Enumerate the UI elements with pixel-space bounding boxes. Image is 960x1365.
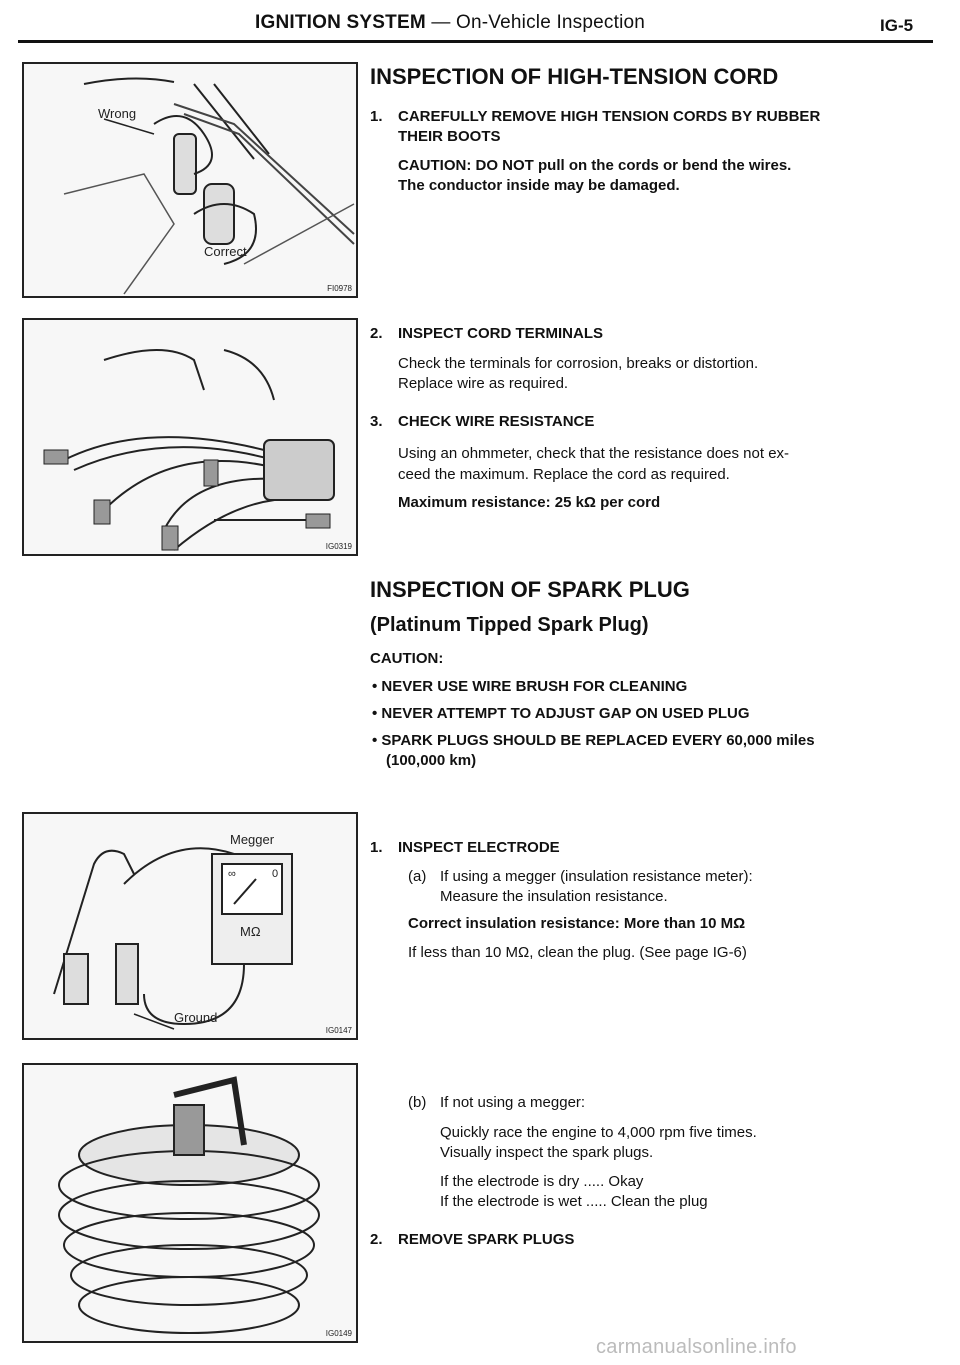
- caution-text: CAUTION: DO NOT pull on the cords or bend the wires.: [398, 157, 792, 174]
- header-subtitle: — On-Vehicle Inspection: [431, 12, 646, 33]
- substep-mark: (a): [408, 868, 427, 885]
- caution-bullet-cont: (100,000 km): [386, 752, 477, 769]
- figure-id: IG0149: [325, 1329, 352, 1338]
- page-header-title: [255, 12, 645, 34]
- step-title-cont: THEIR BOOTS: [398, 128, 501, 145]
- substep-mark: (b): [408, 1094, 427, 1111]
- figure-spark-plug-drawing: [24, 1065, 358, 1343]
- label-wrong: Wrong: [98, 106, 137, 121]
- step-title: CHECK WIRE RESISTANCE: [398, 413, 595, 430]
- caution-bullet: • NEVER USE WIRE BRUSH FOR CLEANING: [372, 678, 688, 695]
- figure-spark-plug: [22, 1063, 358, 1343]
- section-title-cord: INSPECTION OF HIGH-TENSION CORD: [370, 64, 779, 89]
- label-mohm: MΩ: [240, 924, 261, 939]
- step-title: CAREFULLY REMOVE HIGH TENSION CORDS BY RUBBER: [398, 108, 821, 125]
- body-text: Check the terminals for corrosion, breaks or distortion.: [398, 355, 759, 372]
- body-text: If using a megger (insulation resistance meter):: [440, 868, 753, 885]
- body-text: If the electrode is wet ..... Clean the plug: [440, 1193, 708, 1210]
- label-ground: Ground: [174, 1010, 218, 1025]
- spec-insulation-resistance: Correct insulation resistance: More than 10 MΩ: [408, 915, 746, 932]
- step-title: REMOVE SPARK PLUGS: [398, 1231, 575, 1248]
- section-subtitle: (Platinum Tipped Spark Plug): [370, 614, 649, 636]
- figure-megger-drawing: [24, 814, 358, 1040]
- figure-megger: [22, 812, 358, 1040]
- body-text: If not using a megger:: [440, 1094, 586, 1111]
- step-number: 1.: [370, 108, 383, 125]
- caution-bullet: • SPARK PLUGS SHOULD BE REPLACED EVERY 60,000 miles: [372, 732, 815, 749]
- body-text: Measure the insulation resistance.: [440, 888, 668, 905]
- figure-cord-set-drawing: [24, 320, 358, 556]
- body-text: Replace wire as required.: [398, 375, 569, 392]
- figure-id: IG0147: [325, 1026, 352, 1035]
- figure-id: IG0319: [325, 542, 352, 551]
- header-rule: [18, 40, 933, 43]
- body-text: Quickly race the engine to 4,000 rpm five times.: [440, 1124, 757, 1141]
- step-number: 2.: [370, 1231, 383, 1248]
- figure-remove-cord-drawing: [24, 64, 358, 298]
- caution-text-cont: The conductor inside may be damaged.: [398, 177, 680, 194]
- step-title: INSPECT CORD TERMINALS: [398, 325, 604, 342]
- body-text: ceed the maximum. Replace the cord as required.: [398, 466, 730, 483]
- label-megger: Megger: [230, 832, 275, 847]
- label-zero: 0: [272, 868, 279, 880]
- spec-max-resistance: Maximum resistance: 25 kΩ per cord: [398, 494, 661, 511]
- figure-remove-cord: [22, 62, 358, 298]
- label-correct: Correct: [204, 244, 247, 259]
- body-text: If less than 10 MΩ, clean the plug. (See page IG-6): [408, 944, 747, 961]
- body-text: Using an ohmmeter, check that the resistance does not ex-: [398, 445, 790, 462]
- caution-heading: CAUTION:: [370, 650, 444, 667]
- page-number: IG-5: [880, 16, 914, 35]
- figure-id: FI0978: [327, 284, 352, 293]
- caution-bullet: • NEVER ATTEMPT TO ADJUST GAP ON USED PLUG: [372, 705, 750, 722]
- label-infinity: ∞: [228, 868, 236, 880]
- step-number: 2.: [370, 325, 383, 342]
- watermark: carmanualsonline.info: [596, 1336, 797, 1358]
- header-title: IGNITION SYSTEM: [255, 12, 426, 33]
- figure-cord-set: [22, 318, 358, 556]
- section-title-spark-plug: INSPECTION OF SPARK PLUG: [370, 577, 690, 602]
- step-number: 3.: [370, 413, 383, 430]
- body-text: Visually inspect the spark plugs.: [440, 1144, 654, 1161]
- step-number: 1.: [370, 839, 383, 856]
- step-title: INSPECT ELECTRODE: [398, 839, 560, 856]
- body-text: If the electrode is dry ..... Okay: [440, 1173, 644, 1190]
